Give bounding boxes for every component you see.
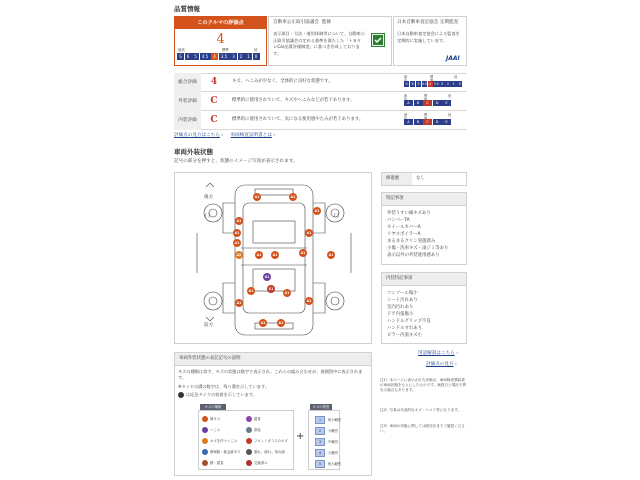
damage-mark[interactable]: A1 xyxy=(236,219,242,223)
list-item: まるまるクリン実施済み xyxy=(387,238,436,244)
list-item: バンパーTA xyxy=(387,217,410,223)
legend-line-2: ※タイヤの溝の数字は、残り溝を示しています。 xyxy=(178,384,270,389)
damage-mark[interactable]: A1 xyxy=(254,195,260,199)
mini-step: S xyxy=(405,82,408,86)
type-item: 修理跡・鈑金跡あり xyxy=(202,449,241,455)
interior-notes-list xyxy=(382,286,466,343)
mini-step: 3.5 xyxy=(433,82,439,86)
label-rear: 後方 xyxy=(204,195,214,200)
grade-step: E xyxy=(442,100,451,106)
list-item: リヤスポイラーA xyxy=(387,231,421,237)
type-item: 塗装 xyxy=(246,427,261,433)
damage-mark[interactable]: A1 xyxy=(290,195,296,199)
mini-step: 5 xyxy=(417,82,420,86)
plus-icon: + xyxy=(296,431,305,442)
damage-mark[interactable]: A1 xyxy=(234,241,240,245)
level-item: 3 中範囲 xyxy=(315,438,338,446)
level-item: 2 小範囲 xyxy=(315,427,338,435)
grade-step: D xyxy=(433,100,442,106)
repair-history-label: 修復歴 xyxy=(382,173,412,185)
how-to-read-link[interactable]: 評価点の見方はこちら xyxy=(174,133,220,138)
level-item: 4 大範囲 xyxy=(315,449,338,457)
spare-tire-icon xyxy=(178,392,184,398)
list-item: ピラー内張キズ小 xyxy=(387,332,423,338)
list-item: ホイールカバーA xyxy=(387,224,421,230)
list-item: 小傷・洗車キズ・雨ジミ等あり xyxy=(387,245,449,251)
scale-step: S xyxy=(177,53,184,60)
mini-step-current: 4 xyxy=(429,82,432,86)
repair-history-value: なし xyxy=(416,176,425,181)
org1-title: 自動車公正取引協議会 監修 xyxy=(273,20,332,25)
type-item: 割れ、破れ、取れ跡 xyxy=(246,449,285,455)
row-desc: キズ、へこみが少なく、全体的に良好な状態です。 xyxy=(232,79,333,84)
scale-step: 2 xyxy=(238,53,245,60)
mini-step: 3 xyxy=(441,82,444,86)
list-item: ハンドルグリップ不良 xyxy=(387,318,431,324)
scale-label-low: 低 xyxy=(254,48,258,52)
damage-mark[interactable]: A1 xyxy=(306,299,312,303)
grade-step: B xyxy=(414,100,423,106)
org2-title: 日本自動車査定協会 定期監査 xyxy=(397,20,459,25)
grade-step-current: C xyxy=(423,100,432,106)
damage-mark[interactable]: A1 xyxy=(248,289,254,293)
grade-step: B xyxy=(414,119,423,125)
org1-text: 表示項目・方法・運用体制等について、自動車公正取引協議会の定める基準を満たした「トヨタレCar品質評価制度」に基づき作成しております。 xyxy=(273,31,365,56)
damage-mark[interactable]: A1 xyxy=(260,321,266,325)
type-item: 腐食 xyxy=(246,416,261,422)
level-item: 5 極大範囲 xyxy=(315,460,341,468)
list-item: 表示以外の外装使用感あり xyxy=(387,252,440,258)
eval-link-row xyxy=(426,362,457,368)
damage-mark[interactable]: U1 xyxy=(264,275,270,279)
note-3: 注3）車両の状態に関しては販売店までご確認ください。 xyxy=(380,424,465,434)
repair-history-panel xyxy=(381,172,467,186)
row-desc: 標準的に使用されていて、キズやへこみなどが若干あります。 xyxy=(232,98,355,103)
list-item: 室内汚れあり xyxy=(387,304,414,310)
interior-notes-panel xyxy=(381,272,467,344)
damage-mark[interactable]: A2 xyxy=(236,253,242,257)
list-item: コンソール傷小 xyxy=(387,290,418,296)
type-header: キズの種類 xyxy=(200,404,226,410)
org2-text: 日本自動車査定協会による監査を定期的に実施しています。 xyxy=(397,31,460,43)
damage-mark[interactable]: A1 xyxy=(272,253,278,257)
special-notes-list xyxy=(382,206,466,263)
mini-step: 0 xyxy=(458,82,461,86)
scale-step: 3 xyxy=(230,53,237,60)
note-1: 注1）本ページに表示された評価点、車両検査票結果の車両状態をもとにしたものです。検査日と現況で異なる場合もあります。 xyxy=(380,378,466,393)
chevron-right-icon: › xyxy=(453,362,457,367)
evaluation-scale xyxy=(177,53,260,60)
scale-step: 3.5 xyxy=(219,53,230,60)
row-label: 内装評価 xyxy=(174,111,201,130)
list-item: ドア内張傷小 xyxy=(387,311,414,317)
section-title-quality: 品質情報 xyxy=(174,5,200,13)
type-item: フロントガラスのキズ xyxy=(246,438,288,444)
chevron-right-icon: › xyxy=(271,133,276,138)
jaai-logo: JAAI xyxy=(446,55,460,62)
legend-line-1: キズの種類は英字、キズの状態は数字で表示され、これらの組み合わせが、展開図中に表示されます。 xyxy=(178,369,363,381)
scale-step: 0 xyxy=(253,53,260,60)
row-label: 外装評価 xyxy=(174,92,201,111)
scale-label-standard: 標準 xyxy=(222,48,229,52)
scale-step-current: 4 xyxy=(211,53,218,60)
grade-step: A xyxy=(404,100,413,106)
list-item: ハンドルすれあり xyxy=(387,325,423,331)
section-subtitle: 記号の部分を押すと、状態のイメージ写真が表示されます。 xyxy=(174,159,298,164)
grade-step: D xyxy=(433,119,442,125)
damage-mark[interactable]: A1 xyxy=(284,291,290,295)
bracket-right: [ ] xyxy=(334,213,339,218)
fair-trade-logo-icon xyxy=(371,33,385,47)
special-notes-header: 特記事項 xyxy=(382,193,466,206)
legend-line-3: は応急タイヤの装着を示しています。 xyxy=(186,392,257,397)
legend-title: 車両外装状態の表記記号の説明 xyxy=(175,353,371,366)
row-label: 総合評価 xyxy=(174,73,201,92)
type-item: 線キズ xyxy=(202,416,220,422)
chevron-right-icon: › xyxy=(454,351,459,356)
scale-step: 5 xyxy=(192,53,199,60)
damage-mark[interactable]: A1 xyxy=(300,251,306,255)
terms-link-row xyxy=(418,351,458,357)
list-item: 外装うすい線キズあり xyxy=(387,210,431,216)
type-item: 交換済み xyxy=(246,460,268,466)
damage-mark[interactable]: A1 xyxy=(328,253,334,257)
mini-step: 4.5 xyxy=(421,82,427,86)
note-2: 注2）写真は代表的なキズ・ヘコミ等になります。 xyxy=(380,408,461,412)
list-item: シート汚れあり xyxy=(387,297,418,303)
scale-label-top: 最高 xyxy=(178,48,185,52)
terms-link[interactable]: 用語解説はこちら xyxy=(418,351,455,356)
inspection-cert-link[interactable]: 車両検査証明書とは xyxy=(230,133,272,138)
damage-mark[interactable]: A1 xyxy=(314,209,320,213)
label-front: 前方 xyxy=(204,323,214,328)
scale-step: 1 xyxy=(245,53,252,60)
scale-step: 6 xyxy=(185,53,192,60)
special-notes-panel xyxy=(381,192,467,265)
evaluation-header: このクルマの評価点 xyxy=(175,17,266,29)
damage-mark[interactable]: A1 xyxy=(306,231,312,235)
type-item: 錆・腐食 xyxy=(202,460,224,466)
grade-step: A xyxy=(404,119,413,125)
section-title-exterior: 車両外装状態 xyxy=(174,148,213,156)
row-desc: 標準的に使用されていて、気になる使用感やたみが若干あります。 xyxy=(232,117,364,122)
evaluation-link[interactable]: 評価点の見方 xyxy=(426,362,454,367)
car-diagram-panel xyxy=(174,172,372,344)
bracket-left: [ ] xyxy=(205,213,210,218)
damage-mark[interactable]: A1 xyxy=(278,321,284,325)
scale-step: 4.5 xyxy=(200,53,211,60)
evaluation-score: 4 xyxy=(216,31,225,47)
damage-mark[interactable]: A1 xyxy=(236,301,242,305)
chevron-right-icon: › xyxy=(219,133,230,138)
damage-mark[interactable]: A1 xyxy=(256,253,262,257)
grade-step-current: C xyxy=(423,119,432,125)
damage-mark[interactable]: A1 xyxy=(234,231,240,235)
row-grade: C xyxy=(210,95,218,106)
type-item: キズを伴うへこみ xyxy=(202,438,237,444)
links-row xyxy=(174,133,275,139)
interior-notes-header: 内装特記事項 xyxy=(382,273,466,286)
type-item: へこみ xyxy=(202,427,220,433)
row-grade: 4 xyxy=(210,76,218,87)
level-item: 1 極小範囲 xyxy=(315,416,341,424)
row-grade: C xyxy=(210,114,218,125)
damage-mark[interactable]: X1 xyxy=(268,287,274,291)
mini-step: 1 xyxy=(452,82,455,86)
mini-step: 6 xyxy=(411,82,414,86)
grade-step: E xyxy=(442,119,451,125)
mini-step: 2 xyxy=(446,82,449,86)
level-header: キズの程度 xyxy=(310,404,332,410)
